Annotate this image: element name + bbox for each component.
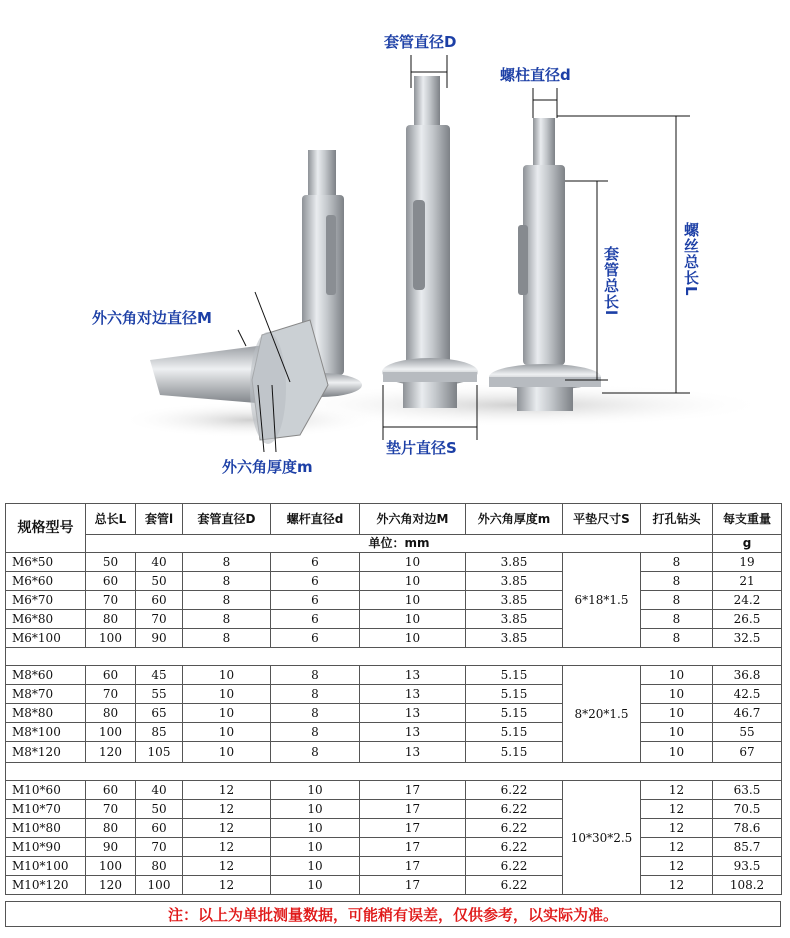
table-cell: 10	[641, 704, 713, 723]
table-row	[6, 553, 782, 572]
table-row	[6, 704, 782, 723]
table-cell: 13	[360, 742, 466, 763]
table-cell: 26.5	[713, 610, 782, 629]
table-cell: 60	[86, 572, 136, 591]
label-bolt-diameter: 螺柱直径d	[500, 66, 571, 84]
label-hex-thickness: 外六角厚度m	[222, 458, 313, 476]
table-row	[6, 800, 782, 819]
table-cell: 6	[271, 629, 360, 648]
table-cell: 12	[641, 876, 713, 895]
footnote: 注：以上为单批测量数据，可能稍有误差，仅供参考，以实际为准。	[5, 901, 781, 927]
table-cell: 40	[136, 553, 183, 572]
header-cell: 每支重量	[713, 504, 782, 535]
table-cell: 6.22	[466, 800, 563, 819]
table-cell: 10	[641, 742, 713, 763]
model-cell: M8*80	[6, 704, 86, 723]
table-cell: 6	[271, 553, 360, 572]
table-cell: 10	[641, 685, 713, 704]
table-row	[6, 629, 782, 648]
table-cell: 42.5	[713, 685, 782, 704]
table-cell: 80	[136, 857, 183, 876]
table-cell: 60	[136, 819, 183, 838]
table-cell: 6	[271, 572, 360, 591]
table-cell: 13	[360, 685, 466, 704]
anchor-bolt-center	[382, 76, 478, 408]
model-cell: M8*120	[6, 742, 86, 763]
table-cell: 60	[86, 781, 136, 800]
washer-size-cell: 6*18*1.5	[563, 553, 641, 648]
header-row	[6, 504, 782, 535]
table-cell: 8	[271, 742, 360, 763]
table-cell: 10	[183, 685, 271, 704]
table-cell: 10	[183, 742, 271, 763]
table-row	[6, 857, 782, 876]
table-cell: 8	[271, 666, 360, 685]
table-cell: 10	[271, 838, 360, 857]
table-row	[6, 723, 782, 742]
table-cell: 8	[183, 629, 271, 648]
header-cell: 螺杆直径d	[271, 504, 360, 535]
table-cell: 10	[360, 610, 466, 629]
table-cell: 8	[641, 591, 713, 610]
table-cell: 60	[86, 666, 136, 685]
table-cell: 8	[271, 685, 360, 704]
model-cell: M6*70	[6, 591, 86, 610]
table-cell: 80	[86, 610, 136, 629]
model-cell: M6*100	[6, 629, 86, 648]
table-row	[6, 819, 782, 838]
header-cell: 套管l	[136, 504, 183, 535]
model-cell: M8*70	[6, 685, 86, 704]
table-cell: 10	[271, 781, 360, 800]
table-cell: 70	[86, 800, 136, 819]
table-cell: 8	[641, 610, 713, 629]
table-cell: 10	[360, 629, 466, 648]
table-cell: 120	[86, 742, 136, 763]
spec-table	[5, 503, 782, 895]
table-cell: 50	[86, 553, 136, 572]
table-cell: 17	[360, 876, 466, 895]
table-cell: 105	[136, 742, 183, 763]
table-cell: 10	[183, 666, 271, 685]
table-cell: 17	[360, 838, 466, 857]
table-cell: 13	[360, 666, 466, 685]
table-row	[6, 591, 782, 610]
table-cell: 10	[360, 553, 466, 572]
table-cell: 8	[271, 723, 360, 742]
table-cell: 8	[641, 553, 713, 572]
table-cell: 55	[713, 723, 782, 742]
table-cell: 63.5	[713, 781, 782, 800]
table-cell: 6	[271, 610, 360, 629]
table-row	[6, 572, 782, 591]
table-cell: 17	[360, 819, 466, 838]
group-separator	[6, 648, 782, 666]
anchor-bolt-right	[489, 118, 601, 411]
table-cell: 17	[360, 800, 466, 819]
table-cell: 13	[360, 704, 466, 723]
table-cell: 70	[136, 610, 183, 629]
table-cell: 5.15	[466, 704, 563, 723]
table-cell: 3.85	[466, 553, 563, 572]
table-cell: 5.15	[466, 742, 563, 763]
model-cell: M8*60	[6, 666, 86, 685]
separator-cell	[6, 763, 782, 781]
label-sleeve-length: 套管总长l	[602, 246, 620, 317]
model-cell: M10*100	[6, 857, 86, 876]
table-cell: 3.85	[466, 572, 563, 591]
table-cell: 78.6	[713, 819, 782, 838]
table-cell: 85.7	[713, 838, 782, 857]
table-cell: 93.5	[713, 857, 782, 876]
table-cell: 12	[183, 876, 271, 895]
table-cell: 10	[183, 723, 271, 742]
table-cell: 10	[271, 876, 360, 895]
table-cell: 8	[183, 553, 271, 572]
table-cell: 6.22	[466, 876, 563, 895]
table-cell: 90	[86, 838, 136, 857]
table-cell: 70	[136, 838, 183, 857]
table-row	[6, 666, 782, 685]
table-cell: 12	[183, 781, 271, 800]
table-cell: 17	[360, 857, 466, 876]
table-cell: 85	[136, 723, 183, 742]
table-cell: 120	[86, 876, 136, 895]
table-cell: 24.2	[713, 591, 782, 610]
model-cell: M10*90	[6, 838, 86, 857]
table-cell: 108.2	[713, 876, 782, 895]
model-cell: M6*60	[6, 572, 86, 591]
header-cell: 外六角厚度m	[466, 504, 563, 535]
table-cell: 10	[360, 591, 466, 610]
header-cell: 打孔钻头	[641, 504, 713, 535]
table-cell: 90	[136, 629, 183, 648]
table-cell: 6.22	[466, 857, 563, 876]
model-cell: M10*70	[6, 800, 86, 819]
table-cell: 55	[136, 685, 183, 704]
table-cell: 70	[86, 591, 136, 610]
table-cell: 6.22	[466, 819, 563, 838]
table-cell: 5.15	[466, 666, 563, 685]
table-cell: 6	[271, 591, 360, 610]
table-cell: 10	[271, 857, 360, 876]
table-cell: 46.7	[713, 704, 782, 723]
header-cell: 外六角对边M	[360, 504, 466, 535]
header-cell: 套管直径D	[183, 504, 271, 535]
label-sleeve-diameter: 套管直径D	[384, 33, 457, 51]
table-cell: 10	[271, 819, 360, 838]
table-cell: 10	[641, 666, 713, 685]
table-cell: 12	[641, 857, 713, 876]
table-cell: 70	[86, 685, 136, 704]
table-cell: 100	[86, 629, 136, 648]
table-cell: 5.15	[466, 685, 563, 704]
model-cell: M6*50	[6, 553, 86, 572]
washer-size-cell: 10*30*2.5	[563, 781, 641, 895]
table-row	[6, 781, 782, 800]
table-cell: 3.85	[466, 629, 563, 648]
table-cell: 12	[183, 800, 271, 819]
table-cell: 10	[271, 800, 360, 819]
table-cell: 36.8	[713, 666, 782, 685]
table-cell: 8	[183, 572, 271, 591]
table-cell: 45	[136, 666, 183, 685]
unit-row	[6, 535, 782, 553]
table-cell: 12	[641, 800, 713, 819]
table-cell: 60	[136, 591, 183, 610]
table-cell: 8	[641, 572, 713, 591]
table-cell: 12	[183, 819, 271, 838]
table-cell: 100	[86, 723, 136, 742]
table-cell: 100	[136, 876, 183, 895]
table-cell: 3.85	[466, 591, 563, 610]
model-cell: M6*80	[6, 610, 86, 629]
table-cell: 17	[360, 781, 466, 800]
model-cell: M8*100	[6, 723, 86, 742]
header-cell: 平垫尺寸S	[563, 504, 641, 535]
header-cell: 总长L	[86, 504, 136, 535]
table-cell: 8	[271, 704, 360, 723]
table-row	[6, 685, 782, 704]
table-cell: 8	[183, 610, 271, 629]
label-hex-across-flats: 外六角对边直径M	[92, 309, 212, 327]
label-total-length: 螺丝总长L	[682, 222, 700, 297]
table-cell: 65	[136, 704, 183, 723]
table-cell: 6.22	[466, 781, 563, 800]
table-cell: 32.5	[713, 629, 782, 648]
table-cell: 8	[641, 629, 713, 648]
model-cell: M10*80	[6, 819, 86, 838]
table-cell: 40	[136, 781, 183, 800]
table-cell: 50	[136, 800, 183, 819]
table-cell: 12	[641, 819, 713, 838]
separator-cell	[6, 648, 782, 666]
table-cell: 3.85	[466, 610, 563, 629]
table-cell: 19	[713, 553, 782, 572]
washer-size-cell: 8*20*1.5	[563, 666, 641, 763]
model-cell: M10*120	[6, 876, 86, 895]
table-cell: 10	[183, 704, 271, 723]
table-cell: 80	[86, 819, 136, 838]
table-row	[6, 838, 782, 857]
table-cell: 12	[183, 838, 271, 857]
label-washer-diameter: 垫片直径S	[386, 439, 457, 457]
table-cell: 6.22	[466, 838, 563, 857]
header-cell: 规格型号	[6, 504, 86, 553]
table-cell: 12	[183, 857, 271, 876]
table-row	[6, 610, 782, 629]
model-cell: M10*60	[6, 781, 86, 800]
table-cell: 8	[183, 591, 271, 610]
table-row	[6, 876, 782, 895]
table-cell: 5.15	[466, 723, 563, 742]
table-row	[6, 742, 782, 763]
table-cell: 10	[641, 723, 713, 742]
weight-unit: g	[713, 535, 782, 553]
table-cell: 67	[713, 742, 782, 763]
table-cell: 80	[86, 704, 136, 723]
table-cell: 70.5	[713, 800, 782, 819]
group-separator	[6, 763, 782, 781]
table-cell: 10	[360, 572, 466, 591]
table-cell: 21	[713, 572, 782, 591]
table-cell: 100	[86, 857, 136, 876]
table-cell: 12	[641, 781, 713, 800]
table-cell: 50	[136, 572, 183, 591]
table-cell: 12	[641, 838, 713, 857]
unit-label: 单位：mm	[86, 535, 713, 553]
table-cell: 13	[360, 723, 466, 742]
